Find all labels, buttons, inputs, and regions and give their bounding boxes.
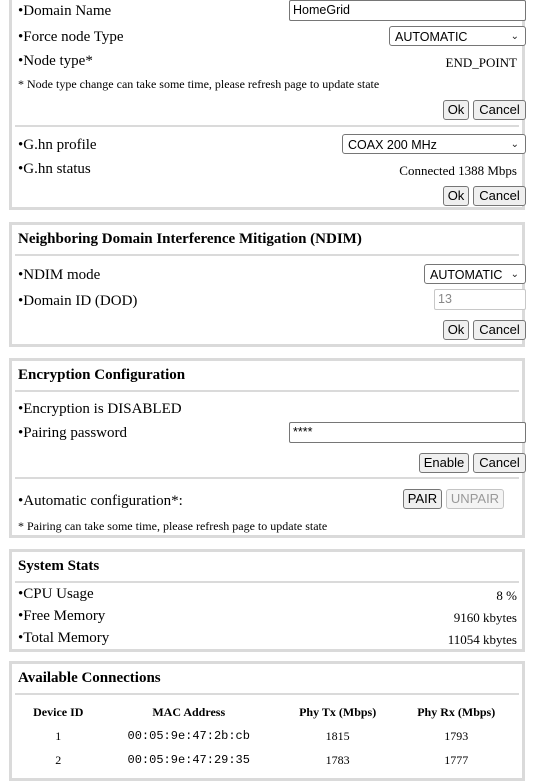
- divider: [15, 125, 519, 127]
- ghn-profile-value: COAX 200 MHz: [348, 138, 437, 152]
- ndim-title: Neighboring Domain Interference Mitigation (NDIM): [18, 231, 362, 247]
- header-phy-rx: Phy Rx (Mbps): [417, 704, 496, 719]
- encryption-status: •Encryption is DISABLED: [18, 401, 182, 417]
- stats-panel: [9, 549, 525, 652]
- ghn-profile-label: •G.hn profile: [18, 137, 97, 153]
- header-mac-address: MAC Address: [152, 704, 226, 719]
- connections-title: Available Connections: [18, 670, 161, 686]
- node-type-value: END_POINT: [445, 55, 517, 70]
- cancel-button[interactable]: Cancel: [473, 320, 526, 340]
- total-memory-label: •Total Memory: [18, 630, 110, 646]
- cancel-button[interactable]: Cancel: [473, 453, 526, 473]
- connections-panel: [9, 661, 525, 781]
- ndim-mode-label: •NDIM mode: [18, 267, 101, 283]
- domain-id-label: •Domain ID (DOD): [18, 293, 138, 309]
- pairing-password-input[interactable]: ****: [289, 422, 526, 443]
- domain-name-input[interactable]: HomeGrid: [289, 0, 526, 21]
- force-node-type-select[interactable]: [389, 26, 526, 46]
- encryption-panel: [9, 358, 525, 538]
- ndim-panel: [9, 222, 525, 347]
- mac-address-cell: 00:05:9e:47:2b:cb: [127, 729, 250, 743]
- divider: [15, 693, 519, 695]
- cpu-usage-label: •CPU Usage: [18, 586, 94, 602]
- divider: [15, 581, 519, 583]
- phy-tx-cell: 1783: [325, 752, 350, 767]
- cancel-button[interactable]: Cancel: [473, 186, 526, 206]
- enable-button[interactable]: Enable: [419, 453, 469, 473]
- pair-button[interactable]: PAIR: [403, 489, 442, 509]
- total-memory-value: 11054 kbytes: [447, 632, 517, 647]
- force-node-type-value: AUTOMATIC: [395, 30, 468, 44]
- node-type-note: * Node type change can take some time, please refresh page to update state: [18, 77, 380, 91]
- mac-address-cell: 00:05:9e:47:29:35: [127, 753, 250, 767]
- domain-name-label: •Domain Name: [18, 3, 112, 19]
- phy-rx-cell: 1777: [444, 752, 469, 767]
- ndim-mode-select[interactable]: [424, 264, 526, 284]
- unpair-button[interactable]: UNPAIR: [446, 489, 504, 509]
- connections-table: [18, 700, 516, 772]
- table-row: [18, 748, 516, 772]
- phy-tx-cell: 1815: [325, 728, 350, 743]
- ok-button[interactable]: Ok: [443, 100, 469, 120]
- free-memory-label: •Free Memory: [18, 608, 106, 624]
- divider: [15, 254, 519, 256]
- domain-panel: [9, 0, 525, 210]
- cancel-button[interactable]: Cancel: [473, 100, 526, 120]
- auto-config-label: •Automatic configuration*:: [18, 493, 183, 509]
- chevron-down-icon: ⌄: [510, 139, 519, 150]
- domain-id-input[interactable]: 13: [434, 289, 526, 310]
- pairing-note: * Pairing can take some time, please refresh page to update state: [18, 519, 328, 533]
- free-memory-value: 9160 kbytes: [453, 610, 517, 625]
- device-id-cell: 2: [55, 752, 62, 767]
- ghn-profile-select[interactable]: [342, 134, 526, 154]
- ghn-status-value: Connected 1388 Mbps: [399, 163, 517, 178]
- node-type-label: •Node type*: [18, 53, 93, 69]
- encryption-title: Encryption Configuration: [18, 367, 186, 383]
- force-node-type-label: •Force node Type: [18, 29, 124, 45]
- cpu-usage-value: 8 %: [496, 588, 517, 603]
- ndim-mode-value: AUTOMATIC: [430, 268, 503, 282]
- stats-title: System Stats: [18, 558, 100, 574]
- chevron-down-icon: ⌄: [510, 269, 519, 280]
- chevron-down-icon: ⌄: [510, 31, 519, 42]
- ghn-status-label: •G.hn status: [18, 161, 91, 177]
- ok-button[interactable]: Ok: [443, 186, 469, 206]
- divider: [15, 390, 519, 392]
- header-device-id: Device ID: [33, 704, 84, 719]
- pairing-password-label: •Pairing password: [18, 425, 127, 441]
- header-phy-tx: Phy Tx (Mbps): [299, 704, 377, 719]
- table-header-row: [18, 700, 516, 724]
- phy-rx-cell: 1793: [444, 728, 469, 743]
- device-id-cell: 1: [55, 728, 62, 743]
- ok-button[interactable]: Ok: [443, 320, 469, 340]
- table-row: [18, 724, 516, 748]
- divider: [15, 477, 519, 479]
